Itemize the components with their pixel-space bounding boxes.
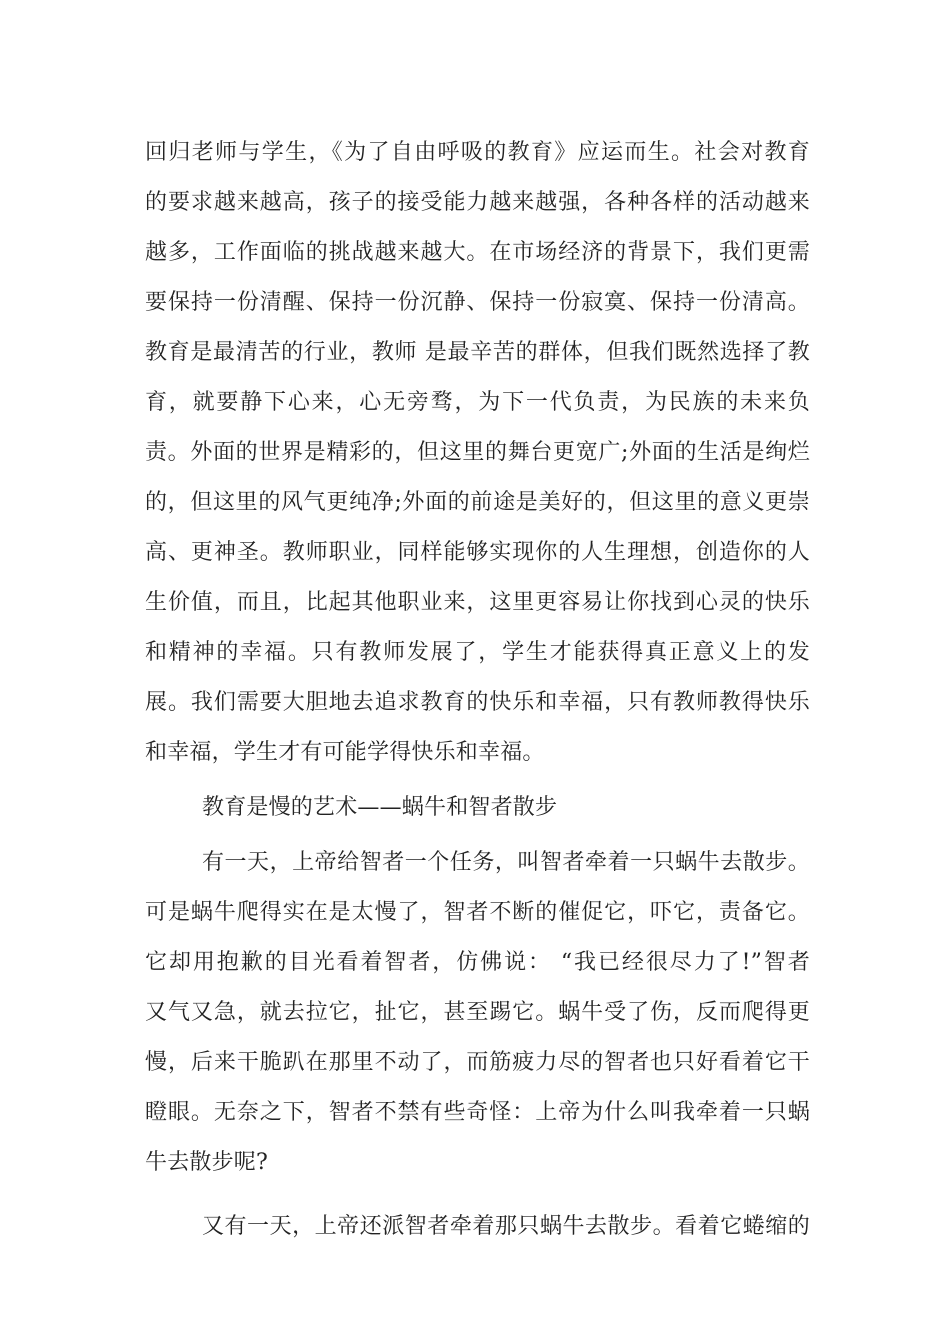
- text-line: 要保持一份清醒、保持一份沉静、保持一份寂寞、保持一份清高。: [145, 290, 810, 315]
- text-line: 慢，后来干脆趴在那里不动了，而筋疲力尽的智者也只好看着它干: [145, 1050, 810, 1075]
- text-line: 的要求越来越高，孩子的接受能力越来越强，各种各样的活动越来: [145, 190, 810, 215]
- text-line: 和幸福，学生才有可能学得快乐和幸福。: [145, 740, 545, 765]
- text-line: 和精神的幸福。只有教师发展了，学生才能获得真正意义上的发: [145, 640, 810, 665]
- text-line: 越多，工作面临的挑战越来越大。在市场经济的背景下，我们更需: [145, 240, 810, 265]
- text-line: 它却用抱歉的目光看着智者，仿佛说： “我已经很尽力了!”智者: [145, 950, 810, 975]
- text-line: 又有一天，上帝还派智者牵着那只蜗牛去散步。看着它蜷缩的: [202, 1214, 810, 1239]
- paragraph-education-freedom: [145, 128, 810, 778]
- text-line: 可是蜗牛爬得实在是太慢了，智者不断的催促它，吓它，责备它。: [145, 900, 810, 925]
- text-line: 瞪眼。无奈之下，智者不禁有些奇怪：上帝为什么叫我牵着一只蜗: [145, 1100, 810, 1125]
- paragraph-another-day: [145, 1202, 810, 1252]
- text-line: 的，但这里的风气更纯净;外面的前途是美好的，但这里的意义更崇: [145, 490, 810, 515]
- text-line: 教育是最清苦的行业，教师 是最辛苦的群体，但我们既然选择了教: [145, 340, 810, 365]
- text-line: 育，就要静下心来，心无旁骛，为下一代负责，为民族的未来负: [145, 390, 810, 415]
- text-line: 展。我们需要大胆地去追求教育的快乐和幸福，只有教师教得快乐: [145, 690, 810, 715]
- text-line: 有一天，上帝给智者一个任务，叫智者牵着一只蜗牛去散步。: [202, 850, 810, 875]
- paragraph-snail-story: [145, 838, 810, 1188]
- text-line: 责。外面的世界是精彩的，但这里的舞台更宽广;外面的生活是绚烂: [145, 440, 810, 465]
- section-title: 教育是慢的艺术——蜗牛和智者散步: [202, 795, 558, 820]
- text-line: 生价值，而且，比起其他职业来，这里更容易让你找到心灵的快乐: [145, 590, 810, 615]
- document-body: [145, 128, 810, 1252]
- text-line: 牛去散步呢?: [145, 1150, 268, 1175]
- text-line: 回归老师与学生，《为了自由呼吸的教育》应运而生。社会对教育: [145, 140, 810, 165]
- text-line: 高、更神圣。教师职业，同样能够实现你的人生理想，创造你的人: [145, 540, 810, 565]
- text-line: 又气又急，就去拉它，扯它，甚至踢它。蜗牛受了伤，反而爬得更: [145, 1000, 810, 1025]
- paragraph-gap: [145, 1188, 810, 1202]
